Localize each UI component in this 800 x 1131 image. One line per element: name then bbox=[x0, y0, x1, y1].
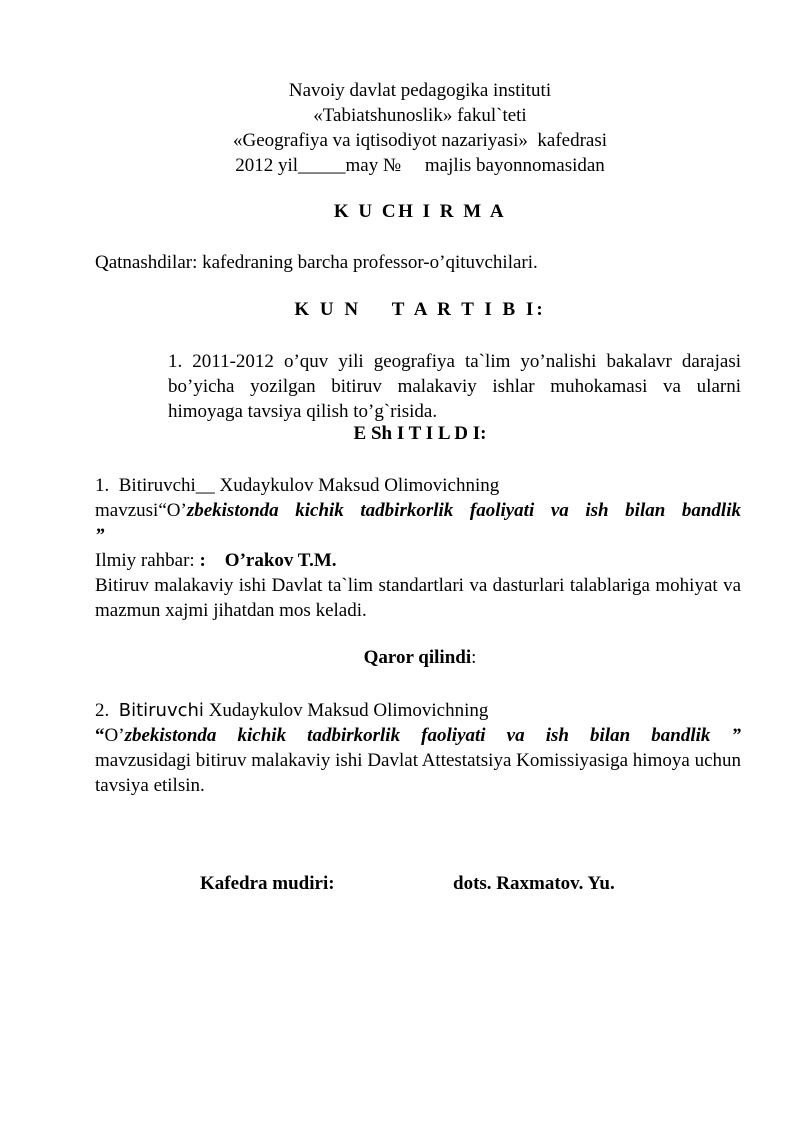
decision-item-word: Bitiruvchi bbox=[118, 700, 204, 721]
advisor-label: Ilmiy rahbar: bbox=[95, 550, 200, 571]
decision-student-line bbox=[95, 698, 741, 723]
heard-topic-prefix: mavzusi bbox=[95, 500, 159, 521]
decision-item-number: 2. bbox=[95, 700, 110, 721]
decision-title-colon: : bbox=[471, 647, 477, 668]
signature-role: Kafedra mudiri: bbox=[200, 873, 335, 894]
assessment-paragraph: Bitiruv malakaviy ishi Davlat ta`lim standartlari va dasturlari talablariga mohiyat va mazmun xajmi jihatdan mos keladi. bbox=[95, 575, 741, 621]
signature-name: dots. Raxmatov. Yu. bbox=[453, 873, 615, 894]
heard-item-number: 1. bbox=[95, 475, 110, 496]
faculty-name: «Tabiatshunoslik» fakul`teti bbox=[313, 105, 527, 126]
decision-topic-title: zbekistonda kichik tadbirkorlik faoliyati va ish bilan bandlik ” bbox=[124, 725, 741, 746]
agenda-title: K U N T A R T I B I: bbox=[294, 299, 546, 320]
heard-topic-line bbox=[95, 498, 741, 523]
participants-line: Qatnashdilar: kafedraning barcha professor-o’qituvchilari. bbox=[95, 252, 538, 273]
advisor-line bbox=[95, 548, 741, 573]
heard-section bbox=[95, 473, 741, 623]
heard-topic-open: “O’ bbox=[158, 500, 187, 521]
decision-topic-open: “ bbox=[95, 725, 105, 746]
decision-topic-o: O’ bbox=[104, 725, 125, 746]
heard-topic-title: zbekistonda kichik tadbirkorlik faoliyati va ish bilan bandlik bbox=[186, 500, 741, 521]
heard-topic-close: ” bbox=[95, 525, 105, 546]
decision-section bbox=[95, 698, 741, 798]
decision-rest-paragraph: mavzusidagi bitiruv malakaviy ishi Davlat Attestatsiya Komissiyasiga himoya uchun tavsiya etilsin. bbox=[95, 750, 741, 796]
decision-title bbox=[0, 647, 800, 669]
meeting-date-line: 2012 yil_____may № majlis bayonnomasidan bbox=[235, 155, 605, 176]
document-title: K U CH I R M A bbox=[333, 201, 507, 222]
decision-student-name: Xudaykulov Maksud Olimovichning bbox=[208, 700, 489, 721]
institute-name: Navoiy davlat pedagogika instituti bbox=[288, 80, 552, 101]
heard-student-line bbox=[95, 473, 741, 498]
agenda-item: 1. 2011-2012 o’quv yili geografiya ta`lim yo’nalishi bakalavr darajasi bo’yicha yozilgan bitiruv malakaviy ishlar muhokamasi va ularni himoyaga tavsiya qilish to’g`risida. bbox=[168, 351, 741, 422]
department-name: «Geografiya va iqtisodiyot nazariyasi» kafedrasi bbox=[232, 130, 608, 151]
decision-topic-line bbox=[95, 723, 741, 748]
heard-student-text: Bitiruvchi__ Xudaykulov Maksud Olimovichning bbox=[118, 475, 500, 496]
advisor-name: O’rakov T.M. bbox=[224, 550, 337, 571]
heard-title: E Sh I T I L D I: bbox=[353, 423, 487, 444]
document-header bbox=[0, 78, 800, 178]
decision-title-text: Qaror qilindi bbox=[363, 647, 472, 668]
advisor-colon: : bbox=[199, 550, 206, 571]
